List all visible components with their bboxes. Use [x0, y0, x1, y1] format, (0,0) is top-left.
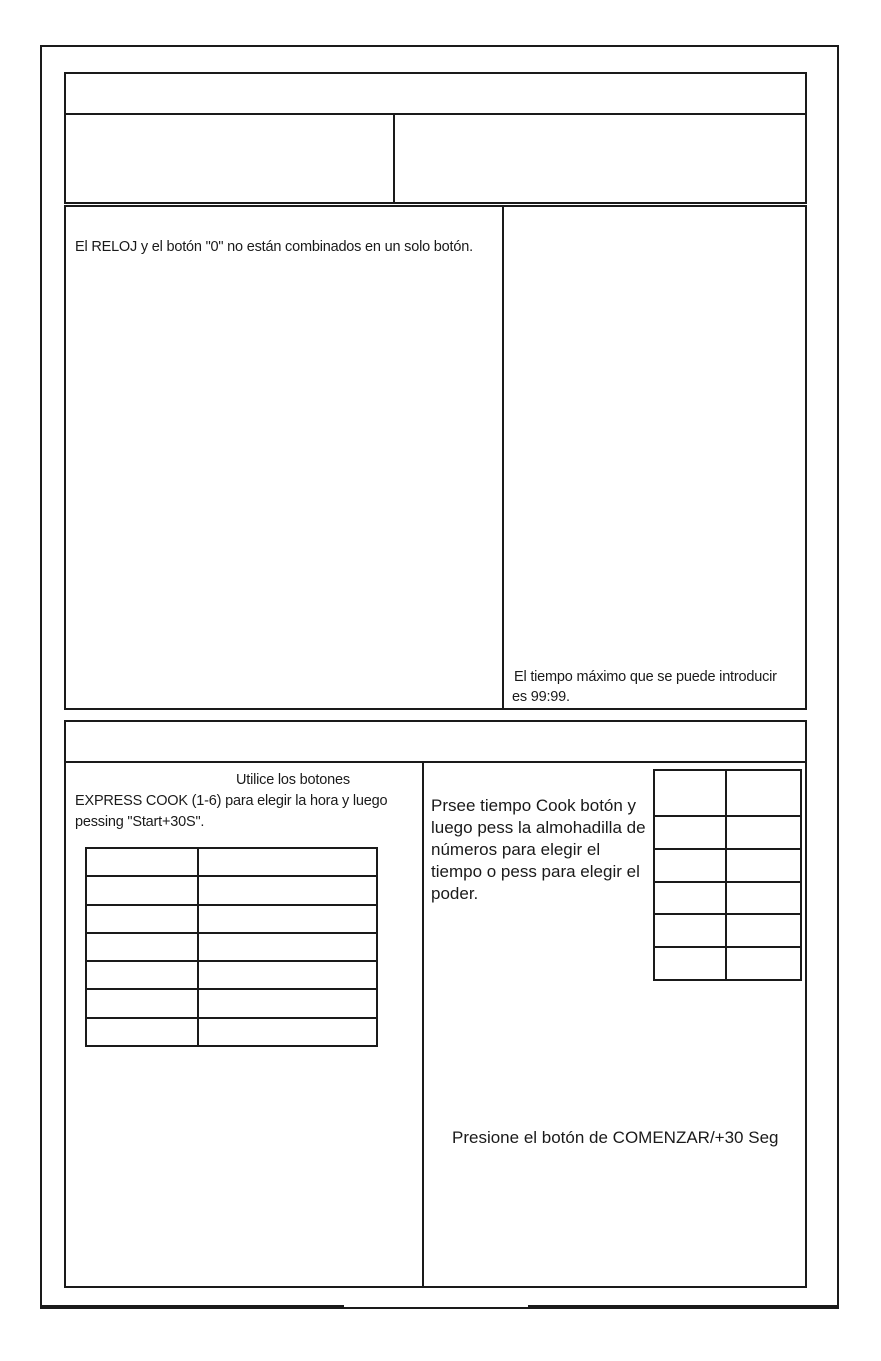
power-table [653, 769, 802, 981]
clock-note: El RELOJ y el botón "0" no están combinados en un solo botón. [75, 239, 473, 255]
table-row [86, 905, 377, 933]
cook-time-line3: números para elegir el [431, 840, 601, 859]
cook-time-line2: luego pess la almohadilla de [431, 818, 646, 837]
table-row [654, 770, 801, 816]
express-cook-line1: Utilice los botones [236, 772, 350, 788]
top-left-box [64, 113, 395, 204]
express-cook-table [85, 847, 378, 1047]
table-row [654, 849, 801, 882]
table-row [86, 989, 377, 1017]
express-cook-line3: pessing "Start+30S". [75, 814, 205, 830]
express-cook-line2: EXPRESS COOK (1-6) para elegir la hora y luego [75, 793, 388, 809]
middle-right-panel [502, 205, 807, 710]
footer-line-left [40, 1305, 344, 1307]
table-row [86, 876, 377, 904]
table-row [86, 1018, 377, 1046]
max-time-note-line2: es 99:99. [512, 689, 570, 705]
cook-time-line5: poder. [431, 884, 479, 903]
footer-line-right [528, 1305, 839, 1307]
table-row [86, 961, 377, 989]
top-right-box [393, 113, 807, 204]
table-row [654, 882, 801, 915]
lower-header-bar [64, 720, 807, 763]
cook-time-line4: tiempo o pess para elegir el [431, 862, 640, 881]
start-note: Presione el botón de COMENZAR/+30 Seg [452, 1128, 779, 1147]
table-row [654, 947, 801, 980]
table-row [86, 933, 377, 961]
max-time-note-line1: El tiempo máximo que se puede introducir [514, 669, 777, 685]
table-row [86, 848, 377, 876]
table-row [654, 914, 801, 947]
middle-left-panel [64, 205, 504, 710]
table-row [654, 816, 801, 849]
top-header-bar [64, 72, 807, 115]
cook-time-line1: Prsee tiempo Cook botón y [431, 796, 637, 815]
